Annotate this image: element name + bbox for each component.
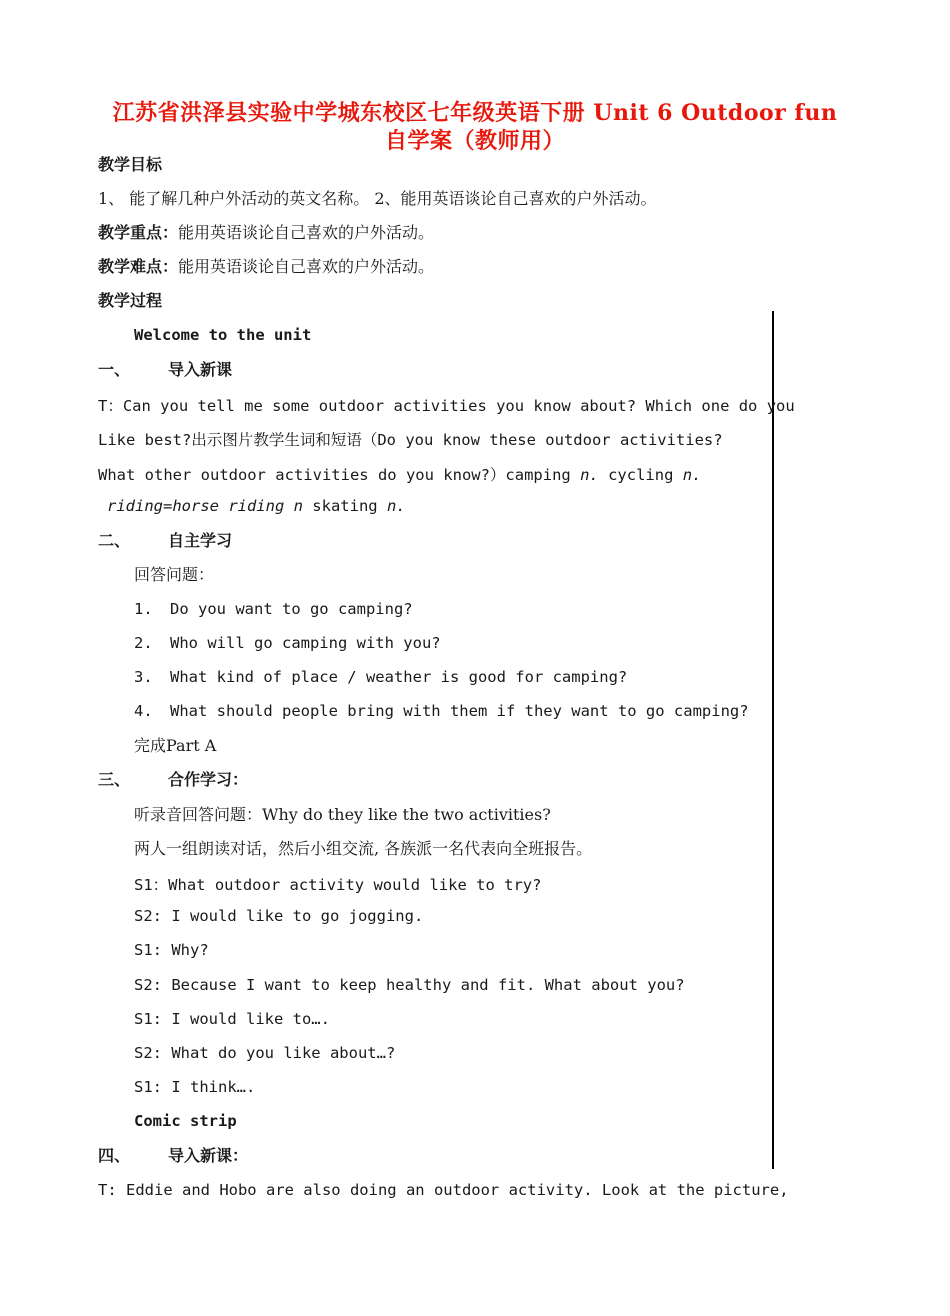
question-number: 3. xyxy=(134,668,153,686)
pos-noun-1: n. xyxy=(580,466,599,484)
vocab-line xyxy=(107,497,406,515)
intro-line-3-text: What other outdoor activities do you know?）camping xyxy=(98,466,581,484)
intro-line-3 xyxy=(98,463,701,485)
key-point-label: 教学重点： xyxy=(98,223,179,242)
dialog-line xyxy=(134,1010,330,1028)
section-2-heading xyxy=(98,531,232,551)
listen-task: 听录音回答问题：Why do they like the two activities? xyxy=(134,805,551,824)
speaker: S1: xyxy=(134,1010,162,1028)
answer-label: 回答问题： xyxy=(134,565,215,584)
section-3-number: 三、 xyxy=(98,770,131,789)
pair-task: 两人一组朗读对话，然后小组交流, 各族派一名代表向全班报告。 xyxy=(134,839,593,858)
intro-line-1: T：Can you tell me some outdoor activities you know about? Which one do you xyxy=(98,397,795,415)
question-text: What should people bring with them if they want to go camping? xyxy=(170,702,749,720)
dialog-text: Because I want to keep healthy and fit. What about you? xyxy=(162,976,685,994)
question-number: 2. xyxy=(134,634,153,652)
pos-noun-3: n. xyxy=(386,497,406,515)
question-number: 1. xyxy=(134,600,153,618)
speaker: S2: xyxy=(134,907,162,925)
complete-part-a: 完成Part A xyxy=(134,736,217,755)
question-text: Who will go camping with you? xyxy=(170,634,441,652)
process-heading: 教学过程 xyxy=(98,291,163,310)
section-2-title: 自主学习 xyxy=(168,531,233,550)
section-1-title: 导入新课 xyxy=(168,360,233,379)
goals-text: 1、 能了解几种户外活动的英文名称。 2、能用英语谈论自己喜欢的户外活动。 xyxy=(98,189,657,208)
document-title-line-1: 江苏省洪泽县实验中学城东校区七年级英语下册 Unit 6 Outdoor fun xyxy=(112,100,838,126)
goals-heading: 教学目标 xyxy=(98,155,163,174)
question-text: Do you want to go camping? xyxy=(170,600,413,618)
speaker: S2: xyxy=(134,976,162,994)
question-text: What kind of place / weather is good for camping? xyxy=(170,668,628,686)
question-item xyxy=(134,600,413,618)
dialog-line xyxy=(134,873,541,895)
speaker: S1: xyxy=(134,941,162,959)
section-2-number: 二、 xyxy=(98,531,131,550)
difficulty-text: 能用英语谈论自己喜欢的户外活动。 xyxy=(178,257,435,276)
section-3-heading xyxy=(98,770,248,790)
section-4-heading xyxy=(98,1146,248,1166)
difficulty-label: 教学难点： xyxy=(98,257,179,276)
section-4-title: 导入新课： xyxy=(168,1146,249,1165)
margin-rule xyxy=(772,311,774,1169)
vocab-cycling: cycling xyxy=(598,466,683,484)
difficulty-line xyxy=(98,257,434,277)
section-4-number: 四、 xyxy=(98,1146,131,1165)
question-number: 4. xyxy=(134,702,153,720)
dialog-line xyxy=(134,941,209,959)
intro-line-2: Like best?出示图片教学生词和短语（Do you know these outdoor activities? xyxy=(98,431,723,449)
final-line: T: Eddie and Hobo are also doing an outdoor activity. Look at the picture, xyxy=(98,1181,789,1199)
dialog-text: I think…. xyxy=(162,1078,256,1096)
dialog-text: What do you like about…? xyxy=(162,1044,396,1062)
key-point-text: 能用英语谈论自己喜欢的户外活动。 xyxy=(178,223,435,242)
section-1-heading xyxy=(98,360,232,380)
question-item xyxy=(134,702,749,720)
section-1-number: 一、 xyxy=(98,360,131,379)
vocab-skating: skating xyxy=(302,497,387,515)
section-3-title: 合作学习： xyxy=(168,770,249,789)
speaker: S1： xyxy=(134,876,169,894)
dialog-line xyxy=(134,976,685,994)
dialog-text: Why? xyxy=(162,941,209,959)
pos-noun-2: n. xyxy=(682,466,702,484)
dialog-line xyxy=(134,907,423,925)
dialog-line xyxy=(134,1078,255,1096)
question-item xyxy=(134,634,441,652)
speaker: S1: xyxy=(134,1078,162,1096)
welcome-heading: Welcome to the unit xyxy=(134,326,312,344)
document-title-line-2: 自学案（教师用） xyxy=(384,128,565,154)
dialog-text: I would like to go jogging. xyxy=(162,907,424,925)
question-item xyxy=(134,668,627,686)
speaker: S2: xyxy=(134,1044,162,1062)
dialog-line xyxy=(134,1044,395,1062)
dialog-text: What outdoor activity would like to try? xyxy=(168,876,542,894)
key-point-line xyxy=(98,223,434,243)
dialog-text: I would like to…. xyxy=(162,1010,330,1028)
vocab-riding: riding=horse riding n xyxy=(107,497,303,515)
comic-strip-heading: Comic strip xyxy=(134,1112,237,1130)
